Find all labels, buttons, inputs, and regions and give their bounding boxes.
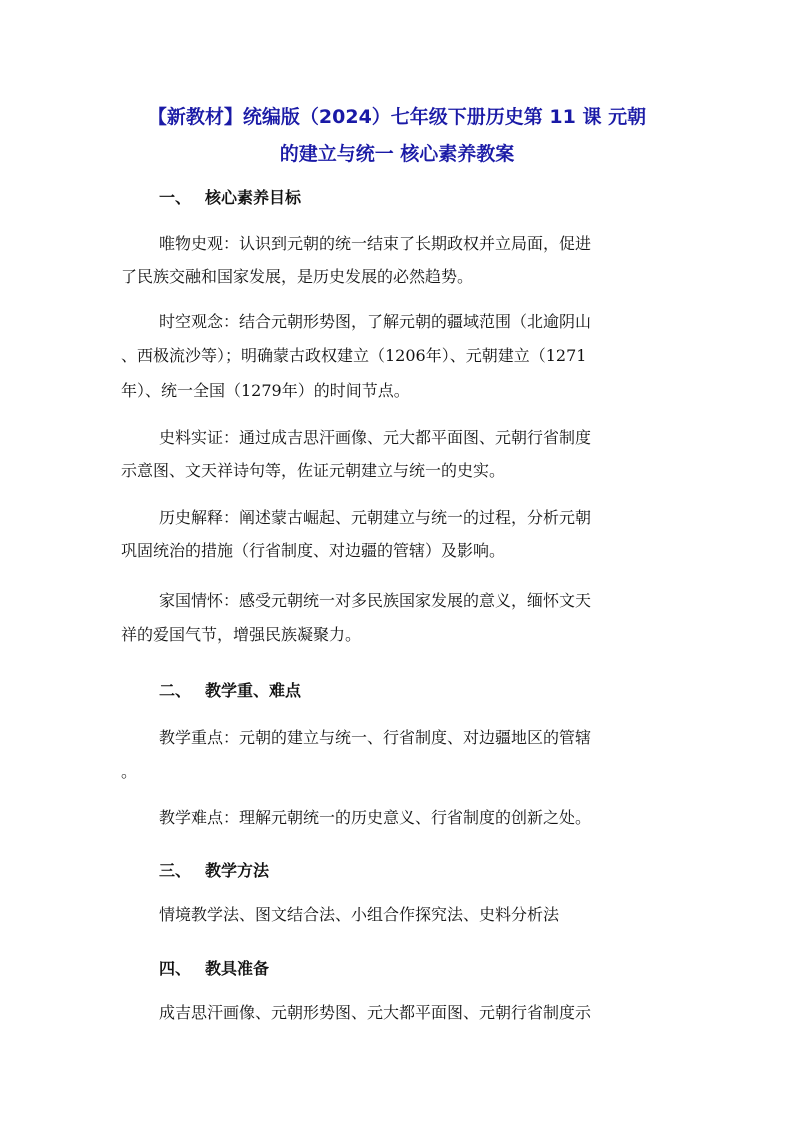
objective-evidence-line-2: 示意图、文天祥诗句等，佐证元朝建立与统一的史实。 <box>121 461 506 480</box>
section-title: 教学方法 <box>205 861 270 880</box>
section-number: 二、 <box>159 681 192 700</box>
document-title-line-2: 的建立与统一 核心素养教案 <box>279 143 515 165</box>
section-heading-objectives <box>159 186 301 210</box>
objective-interpretation-line-1: 历史解释：阐述蒙古崛起、元朝建立与统一的过程，分析元朝 <box>159 508 592 527</box>
section-heading-materials <box>159 957 269 981</box>
section-heading-methods <box>159 859 269 883</box>
objective-spacetime-line-1: 时空观念：结合元朝形势图，了解元朝的疆域范围（北逾阴山 <box>159 312 592 331</box>
teaching-difficulty: 教学难点：理解元朝统一的历史意义、行省制度的创新之处。 <box>159 808 592 827</box>
objective-spacetime-line-3: 年）、统一全国（1279年）的时间节点。 <box>121 381 410 400</box>
section-number: 四、 <box>159 959 192 978</box>
section-number: 一、 <box>159 188 192 207</box>
teaching-materials-line-1: 成吉思汗画像、元朝形势图、元大都平面图、元朝行省制度示 <box>159 1003 592 1022</box>
section-title: 教具准备 <box>205 959 270 978</box>
section-heading-key-points <box>159 679 301 703</box>
document-title-line-1: 【新教材】统编版（2024）七年级下册历史第 11 课 元朝 <box>147 106 647 128</box>
objective-materialism-line-2: 了民族交融和国家发展，是历史发展的必然趋势。 <box>121 267 474 286</box>
objective-patriotism-line-1: 家国情怀：感受元朝统一对多民族国家发展的意义，缅怀文天 <box>159 591 592 610</box>
teaching-methods-text: 情境教学法、图文结合法、小组合作探究法、史料分析法 <box>159 905 560 924</box>
section-title: 核心素养目标 <box>205 188 302 207</box>
teaching-focus-line-1: 教学重点：元朝的建立与统一、行省制度、对边疆地区的管辖 <box>159 728 592 747</box>
objective-spacetime-line-2: 、西极流沙等）；明确蒙古政权建立（1206年）、元朝建立（1271 <box>121 346 587 365</box>
objective-interpretation-line-2: 巩固统治的措施（行省制度、对边疆的管辖）及影响。 <box>121 541 506 560</box>
teaching-focus-line-2: 。 <box>121 762 138 781</box>
section-number: 三、 <box>159 861 192 880</box>
objective-materialism-line-1: 唯物史观：认识到元朝的统一结束了长期政权并立局面，促进 <box>159 234 592 253</box>
section-title: 教学重、难点 <box>205 681 302 700</box>
objective-evidence-line-1: 史料实证：通过成吉思汗画像、元大都平面图、元朝行省制度 <box>159 428 592 447</box>
objective-patriotism-line-2: 祥的爱国气节，增强民族凝聚力。 <box>121 625 362 644</box>
